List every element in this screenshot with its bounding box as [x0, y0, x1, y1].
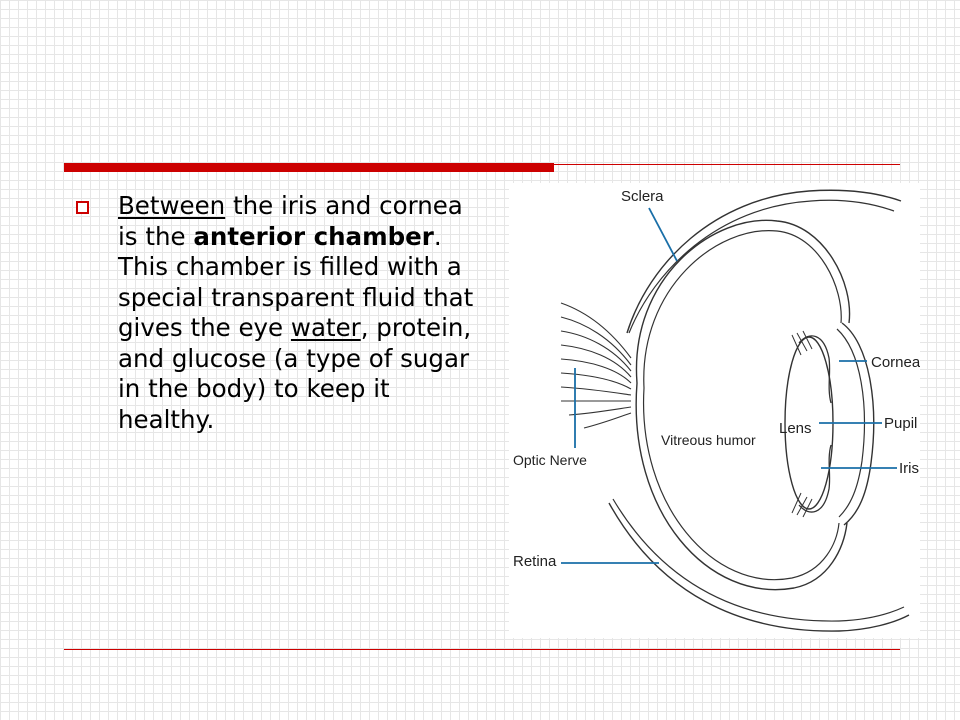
- text-segment-2: . This chamber is filled with a special transparent fluid that gives the eye: [118, 221, 474, 342]
- eye-anatomy-diagram: [509, 183, 920, 638]
- text-between: Between: [118, 191, 226, 220]
- sclera-outline: [627, 190, 901, 333]
- label-iris: Iris: [899, 460, 919, 477]
- label-cornea: Cornea: [871, 354, 920, 371]
- eyeball-lower-outer: [636, 383, 847, 590]
- eyeball-lower-inner: [644, 388, 839, 580]
- label-optic-nerve: Optic Nerve: [513, 452, 587, 468]
- body-paragraph: [118, 191, 478, 435]
- sclera-lower-inner: [613, 499, 904, 621]
- text-segment-3: , protein, and glucose (a type of sugar in the body) to keep it healthy.: [118, 313, 472, 434]
- label-retina: Retina: [513, 553, 557, 570]
- title-divider-thin: [554, 164, 900, 165]
- label-pupil: Pupil: [884, 415, 918, 432]
- optic-nerve-bundle: [561, 303, 631, 428]
- text-anterior-chamber: anterior chamber: [193, 221, 434, 251]
- bullet-square-icon: [76, 201, 89, 214]
- text-water: water: [290, 313, 361, 342]
- footer-divider: [64, 649, 900, 650]
- leader-lines: [561, 208, 897, 563]
- title-divider-thick: [64, 163, 554, 172]
- label-vitreous-humor: Vitreous humor: [661, 432, 756, 448]
- eye-diagram-svg: [509, 183, 920, 638]
- sclera-leader: [649, 208, 677, 261]
- cornea-outline: [842, 323, 874, 525]
- text-segment-1: the iris and cornea is the: [118, 191, 463, 251]
- ciliary-lower: [792, 493, 812, 517]
- label-sclera: Sclera: [621, 188, 664, 205]
- label-lens: Lens: [779, 420, 812, 437]
